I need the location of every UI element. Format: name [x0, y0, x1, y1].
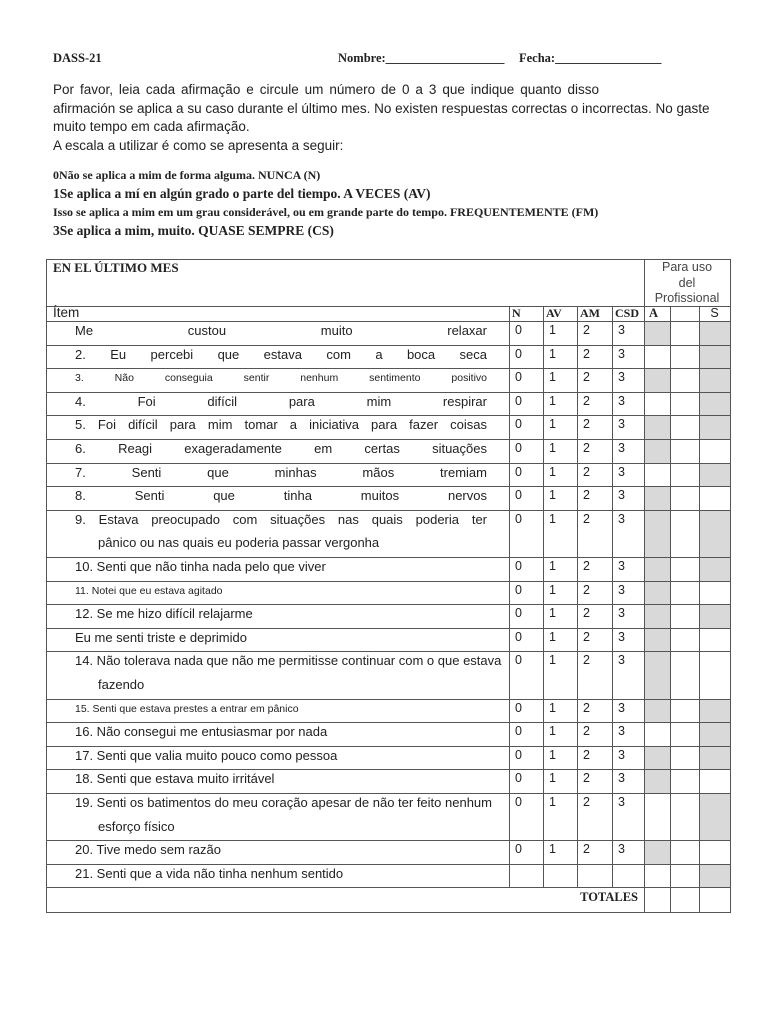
subscale-shade	[645, 487, 670, 510]
score-option[interactable]: 1	[549, 370, 556, 385]
score-option[interactable]: 1	[549, 842, 556, 857]
score-option[interactable]: 2	[583, 488, 590, 503]
score-option[interactable]: 2	[583, 771, 590, 786]
score-option[interactable]: 0	[515, 747, 522, 762]
item-text: 2. Eu percebi que estava com a boca seca	[75, 346, 487, 362]
row-divider	[46, 604, 730, 605]
score-option[interactable]: 1	[549, 323, 556, 337]
date-field[interactable]: Fecha:_________________	[519, 51, 662, 65]
subscale-shade	[700, 369, 730, 392]
score-option[interactable]: 3	[618, 464, 625, 479]
row-divider	[46, 887, 730, 888]
score-option[interactable]: 3	[618, 582, 625, 597]
item-text: 7. Senti que minhas mãos tremiam	[75, 464, 487, 480]
row-divider	[46, 557, 730, 558]
score-option[interactable]: 0	[515, 488, 522, 503]
subscale-shade	[700, 416, 730, 439]
subscale-shade	[645, 558, 670, 581]
item-text: Me custou muito relaxar	[75, 323, 487, 338]
subscale-shade	[700, 747, 730, 770]
instructions-line: A escala a utilizar é como se apresenta a seguir:	[53, 137, 344, 153]
subscale-shade	[700, 511, 730, 557]
score-column-header: AM	[580, 306, 600, 320]
item-text: fazendo	[98, 677, 145, 692]
score-option[interactable]: 3	[618, 771, 625, 786]
score-option[interactable]: 2	[583, 346, 590, 361]
row-divider	[46, 581, 730, 582]
row-divider	[46, 840, 730, 841]
item-text: 15. Senti que estava prestes a entrar em pânico	[75, 702, 299, 715]
score-option[interactable]: 2	[583, 842, 590, 857]
row-divider	[46, 746, 730, 747]
score-option[interactable]: 3	[618, 370, 625, 385]
item-text: pânico ou nas quais eu poderia passar vergonha	[98, 535, 380, 551]
score-option[interactable]: 1	[549, 559, 556, 573]
totals-label: TOTALES	[580, 890, 638, 905]
subscale-shade	[645, 605, 670, 628]
score-option[interactable]: 1	[549, 606, 556, 621]
score-option[interactable]: 0	[515, 629, 522, 644]
score-option[interactable]: 0	[515, 559, 522, 573]
row-divider	[46, 769, 730, 770]
score-option[interactable]: 0	[515, 346, 522, 361]
score-option[interactable]: 1	[549, 441, 556, 455]
subscale-shade	[700, 322, 730, 345]
column-divider	[509, 306, 510, 887]
item-column-header: Ítem	[53, 305, 80, 320]
score-option[interactable]: 2	[583, 582, 590, 597]
item-text: esforço físico	[98, 818, 175, 834]
score-option[interactable]: 3	[618, 417, 625, 432]
score-option[interactable]: 1	[549, 771, 556, 786]
score-option[interactable]: 1	[549, 488, 556, 503]
scale-option-2: Isso se aplica a mim em um grau considerável, ou em grande parte do tempo. FREQUENTEMENTE (FM)	[53, 205, 599, 219]
score-option[interactable]: 2	[583, 747, 590, 762]
score-option[interactable]: 1	[549, 795, 556, 809]
score-option[interactable]: 1	[549, 511, 556, 526]
instructions-line: Por favor, leia cada afirmação e circule um número de 0 a 3 que indique quanto disso	[53, 82, 599, 97]
score-option[interactable]: 1	[549, 724, 556, 739]
item-text: 3. Não conseguia sentir nenhum sentimento positivo	[75, 372, 487, 385]
score-option[interactable]: 1	[549, 629, 556, 644]
row-divider	[46, 439, 730, 440]
instructions	[53, 81, 733, 155]
score-option[interactable]: 2	[583, 464, 590, 479]
score-option[interactable]: 3	[618, 606, 625, 621]
period-title: EN EL ÚLTIMO MES	[53, 260, 179, 275]
subscale-shade	[700, 464, 730, 487]
score-option[interactable]: 3	[618, 653, 625, 668]
score-option[interactable]: 3	[618, 323, 625, 337]
subscale-shade	[700, 865, 730, 888]
item-text: 20. Tive medo sem razão	[75, 842, 221, 858]
item-text: 5. Foi difícil para mim tomar a iniciativa para fazer coisas	[75, 417, 487, 433]
subscale-shade	[645, 747, 670, 770]
score-option[interactable]: 3	[618, 629, 625, 644]
rating-scale	[53, 168, 753, 242]
column-divider	[543, 306, 544, 887]
item-text: 21. Senti que a vida não tinha nenhum sentido	[75, 865, 344, 881]
professional-use-label: Para uso	[661, 260, 713, 274]
instructions-line: muito tempo em cada afirmação.	[53, 119, 250, 134]
score-option[interactable]: 2	[583, 559, 590, 573]
column-divider	[730, 259, 731, 913]
score-option[interactable]: 1	[549, 417, 556, 432]
subscale-shade	[700, 346, 730, 369]
item-text: 12. Se me hizo difícil relajarme	[75, 606, 253, 622]
name-field[interactable]: Nombre:___________________	[338, 51, 505, 65]
subscale-shade	[700, 700, 730, 723]
item-text: 6. Reagi exageradamente em certas situações	[75, 441, 487, 456]
score-option[interactable]: 2	[583, 606, 590, 621]
item-text: 14. Não tolerava nada que não me permitisse continuar com o que estava	[75, 653, 502, 669]
item-text: 18. Senti que estava muito irritável	[75, 771, 275, 787]
subscale-shade	[645, 511, 670, 557]
column-divider	[612, 306, 613, 887]
professional-use-label: del	[678, 275, 696, 290]
row-divider	[46, 510, 730, 511]
score-option[interactable]: 3	[618, 559, 625, 573]
item-text: 16. Não consegui me entusiasmar por nada	[75, 724, 328, 740]
score-option[interactable]: 3	[618, 511, 625, 526]
row-divider	[46, 486, 730, 487]
score-option[interactable]: 3	[618, 842, 625, 857]
score-option[interactable]: 2	[583, 653, 590, 668]
form-header	[53, 51, 733, 69]
score-option[interactable]: 2	[583, 323, 590, 337]
subscale-shade	[700, 794, 730, 840]
subscale-shade	[645, 770, 670, 793]
score-option[interactable]: 3	[618, 393, 625, 408]
instructions-line: afirmación se aplica a su caso durante el último mes. No existen respuestas correctas o incorrectas. No gaste	[53, 100, 710, 116]
scale-option-3: 3Se aplica a mim, muito. QUASE SEMPRE (CS)	[53, 223, 334, 238]
item-text: 10. Senti que não tinha nada pelo que viver	[75, 559, 326, 574]
column-divider	[46, 259, 47, 913]
score-option[interactable]: 0	[515, 795, 522, 809]
row-divider	[46, 345, 730, 346]
subscale-shade	[645, 416, 670, 439]
score-option[interactable]: 2	[583, 795, 590, 809]
scale-option-1: 1Se aplica a mí en algún grado o parte del tiempo. A VECES (AV)	[53, 186, 431, 201]
row-divider	[46, 699, 730, 700]
score-option[interactable]: 0	[515, 724, 522, 739]
score-option[interactable]: 2	[583, 511, 590, 526]
score-option[interactable]: 0	[515, 771, 522, 786]
score-option[interactable]: 0	[515, 441, 522, 455]
score-column-header: N	[512, 306, 521, 320]
row-divider	[46, 651, 730, 652]
score-option[interactable]: 3	[618, 747, 625, 762]
subscale-shade	[645, 369, 670, 392]
professional-use-label: Profissional	[654, 291, 720, 305]
column-divider	[670, 306, 671, 912]
score-option[interactable]: 0	[515, 417, 522, 432]
score-option[interactable]: 1	[549, 393, 556, 408]
score-option[interactable]: 2	[583, 629, 590, 644]
score-option[interactable]: 0	[515, 700, 522, 715]
row-divider	[46, 392, 730, 393]
subscale-shade	[700, 558, 730, 581]
subscale-shade	[700, 393, 730, 416]
score-option[interactable]: 1	[549, 464, 556, 479]
score-option[interactable]: 2	[583, 700, 590, 715]
subscale-header: A	[649, 306, 659, 320]
score-option[interactable]: 2	[583, 417, 590, 432]
row-divider	[46, 628, 730, 629]
score-option[interactable]: 2	[583, 393, 590, 408]
score-option[interactable]: 2	[583, 724, 590, 739]
score-option[interactable]: 0	[515, 842, 522, 857]
subscale-shade	[645, 322, 670, 345]
score-option[interactable]: 0	[515, 323, 522, 337]
score-column-header: AV	[546, 306, 562, 320]
column-divider	[577, 306, 578, 887]
subscale-shade	[700, 723, 730, 746]
row-divider	[46, 793, 730, 794]
row-divider	[46, 722, 730, 723]
score-option[interactable]: 3	[618, 700, 625, 715]
item-text: 9. Estava preocupado com situações nas quais poderia ter	[75, 511, 487, 527]
scale-option-0: 0Não se aplica a mim de forma alguma. NUNCA (N)	[53, 168, 321, 182]
subscale-shade	[645, 582, 670, 605]
score-option[interactable]: 3	[618, 724, 625, 739]
column-divider	[699, 306, 700, 912]
form-code: DASS-21	[53, 51, 102, 65]
score-option[interactable]: 0	[515, 464, 522, 479]
item-text: 8. Senti que tinha muitos nervos	[75, 488, 487, 504]
score-option[interactable]: 3	[618, 488, 625, 503]
item-text: Eu me senti triste e deprimido	[75, 629, 247, 645]
score-option[interactable]: 3	[618, 795, 625, 809]
score-option[interactable]: 0	[515, 393, 522, 408]
item-text: 19. Senti os batimentos do meu coração apesar de não ter feito nenhum	[75, 795, 492, 810]
subscale-header: S	[710, 306, 719, 320]
score-option[interactable]: 0	[515, 653, 522, 668]
score-option[interactable]: 0	[515, 370, 522, 385]
score-option[interactable]: 3	[618, 441, 625, 455]
dass-table	[46, 259, 730, 912]
row-divider	[46, 463, 730, 464]
row-divider	[46, 912, 730, 913]
score-option[interactable]: 0	[515, 582, 522, 597]
row-divider	[46, 415, 730, 416]
score-option[interactable]: 0	[515, 511, 522, 526]
score-option[interactable]: 1	[549, 582, 556, 597]
subscale-shade	[645, 841, 670, 864]
subscale-shade	[645, 700, 670, 723]
score-option[interactable]: 1	[549, 747, 556, 762]
row-divider	[46, 368, 730, 369]
subscale-shade	[700, 605, 730, 628]
score-option[interactable]: 1	[549, 700, 556, 715]
row-divider	[46, 864, 730, 865]
subscale-shade	[645, 440, 670, 463]
subscale-shade	[645, 652, 670, 698]
item-text: 11. Notei que eu estava agitado	[75, 584, 223, 597]
column-divider	[644, 259, 645, 912]
row-divider	[46, 321, 730, 322]
score-option[interactable]: 1	[549, 346, 556, 361]
score-option[interactable]: 3	[618, 346, 625, 361]
item-text: 17. Senti que valia muito pouco como pessoa	[75, 747, 338, 763]
score-option[interactable]: 0	[515, 606, 522, 621]
item-text: 4. Foi difícil para mim respirar	[75, 393, 487, 409]
score-column-header: CSD	[615, 306, 640, 320]
score-option[interactable]: 1	[549, 653, 556, 668]
score-option[interactable]: 2	[583, 370, 590, 385]
score-option[interactable]: 2	[583, 441, 590, 455]
subscale-shade	[645, 629, 670, 652]
